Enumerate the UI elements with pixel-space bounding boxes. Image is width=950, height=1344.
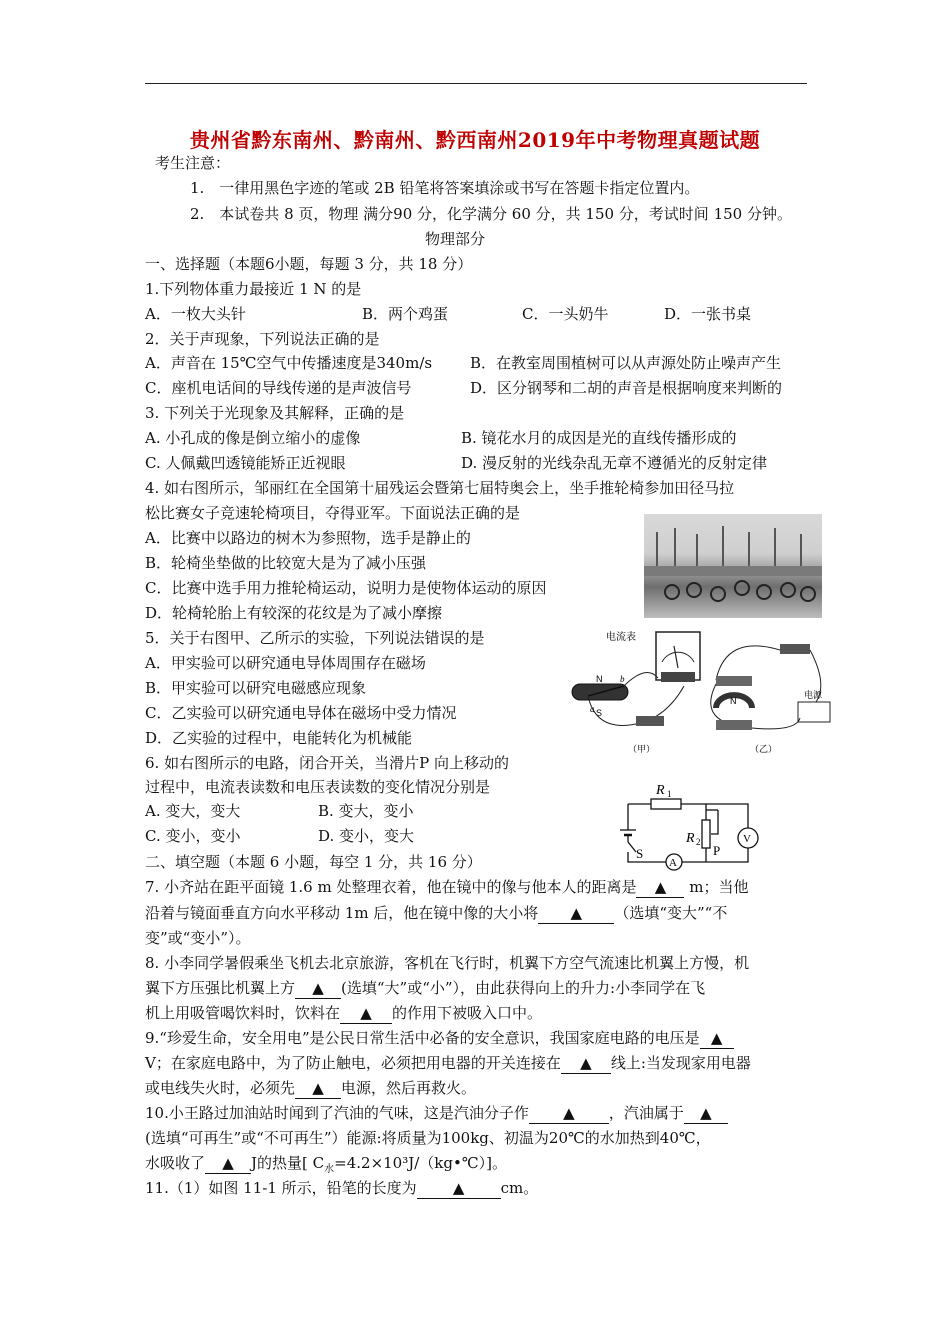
- q11-blank-1[interactable]: ▲: [417, 1178, 501, 1199]
- label-r2: R: [686, 831, 695, 846]
- q10-blank-2[interactable]: ▲: [684, 1103, 728, 1124]
- q6-option-a: A. 变大，变大: [145, 802, 241, 820]
- q7-blank-1[interactable]: ▲: [636, 877, 684, 898]
- q3-option-a: A. 小孔成的像是倒立缩小的虚像: [145, 429, 361, 447]
- q6-option-d: D. 变小，变大: [318, 827, 415, 845]
- q4-stem-1: 4. 如右图所示，邹丽红在全国第十届残运会暨第七届特奥会上，坐手推轮椅参加田径马拉: [145, 479, 735, 497]
- label-r1: R: [656, 783, 665, 798]
- q9-blank-2[interactable]: ▲: [561, 1053, 611, 1074]
- q10-blank-3[interactable]: ▲: [205, 1153, 251, 1174]
- q10-blank-1[interactable]: ▲: [529, 1103, 609, 1124]
- wire-jia-1: [624, 673, 658, 686]
- q3-option-d: D. 漫反射的光线杂乱无章不遵循光的反射定律: [461, 454, 768, 472]
- label-yi: （乙）: [750, 744, 778, 754]
- wire-top: [681, 804, 748, 828]
- rails-yi: [716, 676, 752, 686]
- resistor-r1: [651, 799, 681, 809]
- q9-line-1: 9.“珍爱生命，安全用电”是公民日常生活中必备的安全意识，我国家庭电路的电压是 ▲: [145, 1028, 734, 1049]
- label-voltmeter: V: [743, 833, 751, 845]
- q9-blank-1[interactable]: ▲: [700, 1028, 734, 1049]
- slider-p: [711, 810, 718, 834]
- q5-experiment-figure: [566, 624, 834, 756]
- q8-line-2: 翼下方压强比机翼上方 ▲ (选填“大”或“小”），由此获得向上的升力:小李同学在飞: [145, 979, 706, 997]
- notice-item-2: 2. 本试卷共 8 页，物理 满分90 分，化学满分 60 分，共 150 分，考试时间 150 分钟。: [190, 205, 792, 223]
- base-yi: [716, 720, 752, 730]
- q2-stem: 2．关于声现象，下列说法正确的是: [145, 330, 380, 348]
- q4-option-b: B．轮椅坐垫做的比较宽大是为了减小压强: [145, 554, 427, 572]
- magnet-s-label: S: [596, 708, 603, 718]
- q1-option-d: D．一张书桌: [664, 305, 752, 323]
- switch-jia: [636, 716, 664, 726]
- q5-option-d: D．乙实验的过程中，电能转化为机械能: [145, 729, 413, 747]
- label-r1-sub: 1: [667, 789, 672, 799]
- q11-line-1: 11.（1）如图 11-1 所示，铅笔的长度为 ▲ cm。: [145, 1179, 539, 1197]
- q9-line-3: 或电线失火时，必须先 ▲ 电源，然后再救火。: [145, 1079, 477, 1097]
- wire-yi-1: [716, 646, 780, 680]
- q3-stem: 3. 下列关于光现象及其解释，正确的是: [145, 404, 405, 422]
- q1-option-c: C．一头奶牛: [522, 305, 609, 323]
- switch-yi: [780, 644, 810, 654]
- q4-option-d: D．轮椅轮胎上有较深的花纹是为了减小摩擦: [145, 604, 443, 622]
- q2-option-a: A．声音在 15℃空气中传播速度是340m/s: [145, 354, 433, 372]
- header-rule: [145, 83, 807, 84]
- q10-line-1: 10.小王路过加油站时闻到了汽油的气味，这是汽油分子作 ▲ ，汽油属于 ▲: [145, 1103, 728, 1124]
- q7-line-3: 变”或“变小”）。: [145, 929, 251, 947]
- q10-line-2: (选填“可再生”或“不可再生”）能源:将质量为100kg、初温为20℃的水加热到40℃，: [145, 1129, 711, 1147]
- q2-option-b: B．在教室周围植树可以从声源处防止噪声产生: [470, 354, 782, 372]
- label-jia: （甲）: [628, 744, 656, 754]
- wire-bottom: [628, 852, 666, 862]
- label-r2-sub: 2: [696, 837, 701, 847]
- q8-line-3: 机上用吸管喝饮料时，饮料在 ▲ 的作用下被吸入口中。: [145, 1004, 543, 1022]
- q8-blank-2[interactable]: ▲: [340, 1003, 392, 1024]
- q5-option-a: A．甲实验可以研究通电导体周围存在磁场: [145, 654, 426, 672]
- label-s: S: [636, 846, 644, 861]
- q7-line-2: 沿着与镜面垂直方向水平移动 1m 后，他在镜中像的大小将 ▲ （选填“变大”“不: [145, 904, 728, 922]
- q5-option-c: C．乙实验可以研究通电导体在磁场中受力情况: [145, 704, 457, 722]
- rheostat-r2: [702, 820, 710, 848]
- label-ammeter: A: [669, 857, 677, 869]
- q5-option-b: B．甲实验可以研究电磁感应现象: [145, 679, 367, 697]
- q10-line-3: 水吸收了 ▲ J的热量[ $C_水=4.2\times 10^3J/(kg•℃)$]。: [145, 1154, 507, 1175]
- q4-option-a: A．比赛中以路边的树木为参照物，选手是静止的: [145, 529, 471, 547]
- q6-circuit-figure: [616, 780, 766, 878]
- conductor-b-label: b: [620, 674, 625, 684]
- conductor-a-label: a: [590, 704, 595, 714]
- q2-option-c: C．座机电话间的导线传递的是声波信号: [145, 379, 412, 397]
- q6-option-b: B. 变大，变小: [318, 802, 414, 820]
- q8-line-1: 8. 小李同学暑假乘坐飞机去北京旅游，客机在飞行时，机翼下方空气流速比机翼上方慢，机: [145, 954, 750, 972]
- ammeter-base: [661, 672, 695, 682]
- page-title: 贵州省黔东南州、黔南州、黔西南州2019年中考物理真题试题: [189, 128, 761, 152]
- q1-option-b: B．两个鸡蛋: [362, 305, 449, 323]
- power-source-label: 电源: [804, 690, 823, 700]
- q4-option-c: C．比赛中选手用力推轮椅运动，说明力是使物体运动的原因: [145, 579, 547, 597]
- q5-stem: 5．关于右图甲、乙所示的实验，下列说法错误的是: [145, 629, 485, 647]
- magnet-n-label: N: [596, 674, 603, 684]
- q6-stem-1: 6. 如右图所示的电路，闭合开关，当滑片P 向上移动的: [145, 754, 509, 772]
- q3-option-c: C. 人佩戴凹透镜能矫正近视眼: [145, 454, 346, 472]
- q6-stem-2: 过程中，电流表读数和电压表读数的变化情况分别是: [145, 778, 491, 796]
- q9-blank-3[interactable]: ▲: [295, 1078, 341, 1099]
- section1-heading: 一、选择题（本题6小题，每题 3 分，共 18 分）: [145, 255, 473, 273]
- q7-line-1: 7. 小齐站在距平面镜 1.6 m 处整理衣着，他在镜中的像与他本人的距离是 ▲ m；当他: [145, 878, 749, 896]
- power-source-box: [798, 702, 830, 722]
- notice-heading: 考生注意：: [155, 154, 231, 172]
- q4-stem-2: 松比赛女子竞速轮椅项目，夺得亚军。下面说法正确的是: [145, 504, 521, 522]
- label-p: P: [713, 843, 721, 858]
- part-title: 物理部分: [425, 230, 486, 248]
- magnet-yi-n-label: N: [730, 696, 737, 706]
- q7-blank-2[interactable]: ▲: [538, 903, 614, 924]
- notice-item-1: 1. 一律用黑色字迹的笔或 2B 铅笔将答案填涂或书写在答题卡指定位置内。: [190, 179, 700, 197]
- q1-stem: 1.下列物体重力最接近 1 N 的是: [145, 280, 362, 298]
- wheelchair-race-photo: [644, 514, 822, 618]
- ammeter-label: 电流表: [606, 632, 636, 643]
- q3-option-b: B. 镜花水月的成因是光的直线传播形成的: [461, 429, 737, 447]
- switch-s: [628, 842, 636, 852]
- q9-line-2: V；在家庭电路中，为了防止触电，必须把用电器的开关连接在 ▲ 线上:当发现家用电器: [145, 1054, 751, 1072]
- q6-option-c: C. 变小，变小: [145, 827, 241, 845]
- section2-heading: 二、填空题（本题 6 小题，每空 1 分，共 16 分）: [145, 853, 482, 871]
- q1-option-a: A．一枚大头针: [145, 305, 246, 323]
- q2-option-d: D．区分钢琴和二胡的声音是根据响度来判断的: [470, 379, 783, 397]
- q8-blank-1[interactable]: ▲: [295, 978, 341, 999]
